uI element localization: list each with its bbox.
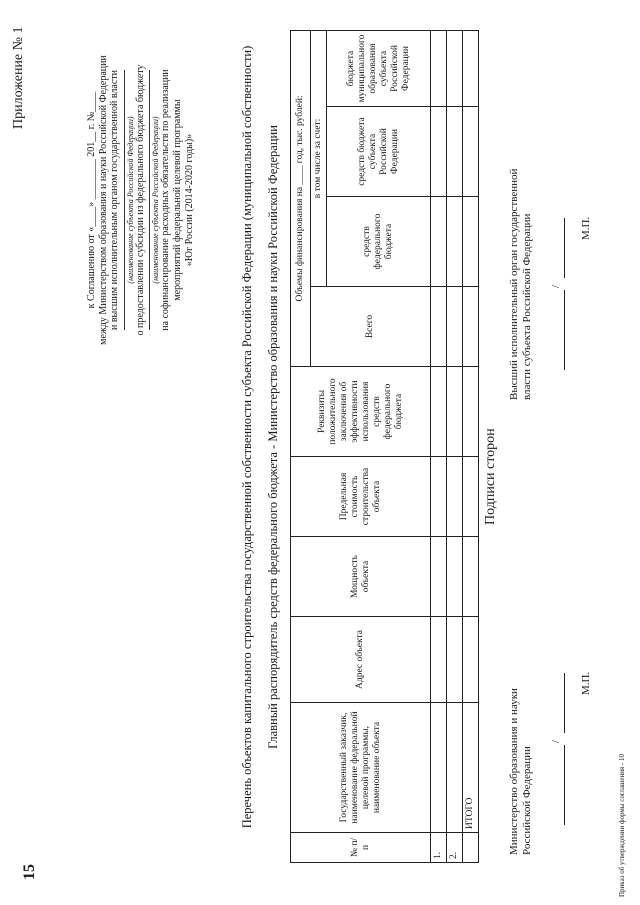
- table-cell: [463, 287, 479, 367]
- table-cell: [463, 457, 479, 537]
- region-authority-name: Высший исполнительный орган государственной власти субъекта Российской Федерации: [508, 168, 533, 400]
- agreement-hint: (наименование субъекта Российской Федерации): [151, 116, 161, 284]
- table-cell: [447, 287, 463, 367]
- fill-line: [124, 70, 125, 330]
- table-cell: [447, 30, 463, 106]
- objects-table: [290, 30, 479, 863]
- signature-block-region: [508, 140, 593, 400]
- ministry-name: Министерство образования и науки Российской Федерации: [508, 688, 533, 855]
- table-row: [447, 30, 463, 862]
- table-cell: [447, 537, 463, 617]
- table-cell: [463, 367, 479, 457]
- signature-block-ministry: [508, 635, 593, 855]
- agreement-line: и высшим исполнительным органом государственной власти: [109, 69, 121, 331]
- table-cell: [463, 107, 479, 197]
- header-cost: Предельная стоимость строительства объекта: [291, 457, 431, 537]
- signature-slash: /: [550, 284, 562, 288]
- signature-area: [534, 140, 574, 400]
- table-cell: [431, 107, 447, 197]
- header-address: Адрес объекта: [291, 617, 431, 703]
- table-cell: [431, 367, 447, 457]
- header-municipal: бюджета муниципального образования субъекта Российской Федерации: [327, 30, 431, 106]
- main-distributor: Главный распорядитель средств федерального бюджета - Министерство образования и науки Российской Федерации: [266, 125, 280, 749]
- signature-area: [534, 635, 574, 855]
- table-cell: [431, 617, 447, 703]
- header-including: в том числе за счет:: [311, 30, 327, 286]
- table-row: [431, 30, 447, 862]
- table-cell: [447, 197, 463, 287]
- header-requisites: Реквизиты положительного заключения об эффективности использования средств федерального бюджета: [291, 367, 431, 457]
- table-cell: [463, 30, 479, 106]
- header-subject: средств бюджета субъекта Российской Федерации: [327, 107, 431, 197]
- signature-slash: /: [550, 739, 562, 743]
- row-number: 2.: [447, 833, 463, 863]
- header-num: № п/п: [291, 833, 431, 863]
- row-number: 1.: [431, 833, 447, 863]
- table-cell: [447, 107, 463, 197]
- table-cell: [431, 287, 447, 367]
- table-cell: [463, 197, 479, 287]
- header-federal: средств федерального бюджета: [327, 197, 431, 287]
- agreement-line: к Соглашению от «____» ________ 201__ г. №____: [86, 91, 97, 309]
- agreement-block: [86, 50, 195, 350]
- signature-line: [564, 745, 566, 825]
- header-capacity: Мощность объекта: [291, 537, 431, 617]
- signatures-title: Подписи сторон: [483, 428, 498, 525]
- table-cell: [431, 197, 447, 287]
- header-funding: Объемы финансирования на ____ год, тыс. рублей:: [291, 30, 311, 366]
- agreement-line: «Юг России (2014-2020 годы)»: [183, 133, 195, 267]
- stamp-label: М.П.: [580, 671, 592, 695]
- table-cell: [431, 537, 447, 617]
- table-cell: [447, 617, 463, 703]
- stamp-label: М.П.: [580, 216, 592, 240]
- table-cell: [431, 703, 447, 833]
- table-cell: [447, 703, 463, 833]
- header-total: Всего: [311, 287, 431, 367]
- table-total-row: [463, 30, 479, 862]
- table-cell: [447, 367, 463, 457]
- signature-line: [564, 290, 566, 370]
- agreement-line: между Министерством образования и науки Российской Федерации: [97, 55, 109, 345]
- table-cell: [463, 537, 479, 617]
- agreement-hint: (наименование субъекта Российской Федерации): [125, 116, 135, 284]
- table-cell: [431, 457, 447, 537]
- table-cell: [431, 30, 447, 106]
- list-title: Перечень объектов капитального строительства государственной собственности субъекта Российской Федерации (муниципальной собственности): [240, 45, 254, 829]
- table-cell: [447, 457, 463, 537]
- appendix-title: Приложение № 1: [11, 26, 26, 129]
- header-customer: Государственный заказчик, наименование федеральной целевой программы, наименование объекта: [291, 703, 431, 833]
- signature-line: [564, 218, 566, 278]
- agreement-line: о предоставлении субсидии из федерального бюджета бюджету: [134, 64, 146, 336]
- page-number: 15: [21, 864, 38, 880]
- agreement-line: мероприятий федеральной целевой программы: [171, 99, 183, 301]
- signature-line: [564, 673, 566, 733]
- agreement-line: на софинансирование расходных обязательств по реализации: [160, 69, 172, 331]
- fill-line: [149, 70, 150, 330]
- footer-note: Приказ об утверждении формы соглашения - 10: [618, 753, 626, 897]
- table-cell: [463, 833, 479, 863]
- total-label: ИТОГО: [463, 703, 479, 833]
- table-cell: [463, 617, 479, 703]
